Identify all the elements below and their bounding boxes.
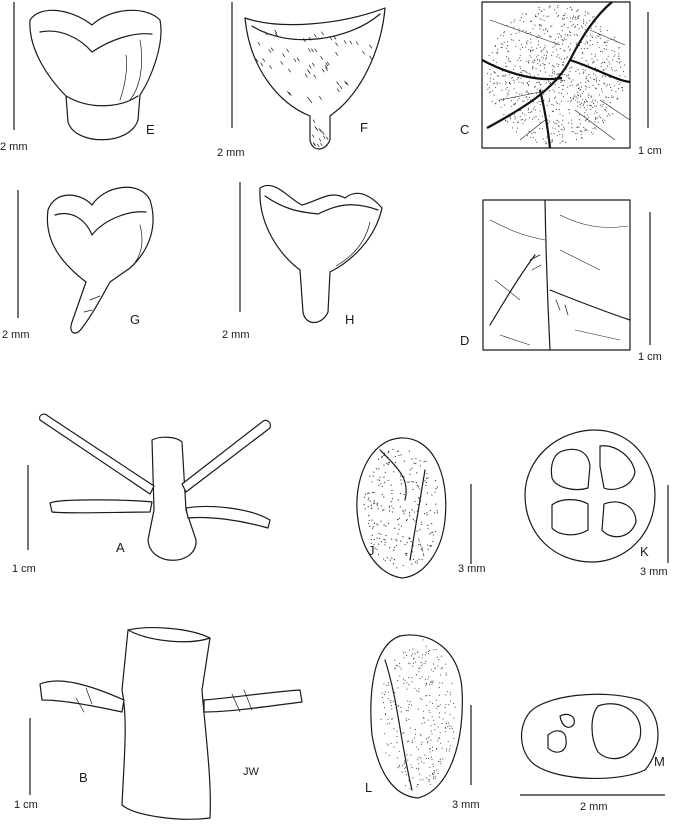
scale-label-d: 1 cm: [638, 351, 662, 363]
figure-label-g: G: [130, 312, 141, 327]
calyx-cup-e: [30, 10, 161, 139]
seed-l: [371, 635, 463, 798]
scale-label-e: 2 mm: [0, 141, 28, 153]
branch-right-b: [204, 690, 302, 712]
scale-label-j: 3 mm: [458, 563, 486, 575]
figure-g: [2, 187, 153, 341]
figure-label-j: J: [368, 543, 375, 558]
branch-left-b: [40, 681, 124, 712]
figure-j: [357, 438, 486, 578]
figure-l: [365, 635, 480, 811]
figure-label-f: F: [360, 120, 368, 135]
scale-label-h: 2 mm: [222, 329, 250, 341]
figure-a: [12, 414, 270, 575]
figure-label-a: A: [116, 540, 125, 555]
artist-signature: JW: [243, 766, 259, 778]
figure-b: [14, 628, 302, 820]
figure-label-c: C: [460, 122, 470, 137]
scale-label-c: 1 cm: [638, 145, 662, 157]
seed-section-m: [522, 694, 658, 778]
figure-label-h: H: [345, 312, 355, 327]
figure-label-d: D: [460, 333, 470, 348]
scale-label-l: 3 mm: [452, 799, 480, 811]
figure-label-e: E: [146, 122, 155, 137]
figure-e: [0, 2, 161, 153]
twig-branch-a: [40, 414, 154, 494]
scale-label-m: 2 mm: [580, 801, 608, 813]
scale-label-a: 1 cm: [12, 563, 36, 575]
figure-label-m: M: [654, 754, 665, 769]
figure-label-b: B: [79, 770, 88, 785]
stem-b: [122, 628, 210, 820]
figure-k: [525, 430, 668, 578]
twig-main-a: [148, 437, 196, 560]
figure-label-l: L: [365, 780, 373, 795]
figure-m: [520, 694, 665, 813]
leaf-detail-d: [483, 200, 630, 350]
scale-label-k: 3 mm: [640, 566, 668, 578]
scale-label-f: 2 mm: [217, 147, 245, 159]
figure-f: [217, 2, 385, 159]
figure-c: [460, 2, 662, 157]
fruit-section-k: [525, 430, 655, 562]
figure-d: [460, 200, 662, 363]
scale-label-b: 1 cm: [14, 799, 38, 811]
figure-h: [222, 182, 382, 341]
scale-label-g: 2 mm: [2, 329, 30, 341]
figure-label-k: K: [640, 544, 649, 559]
